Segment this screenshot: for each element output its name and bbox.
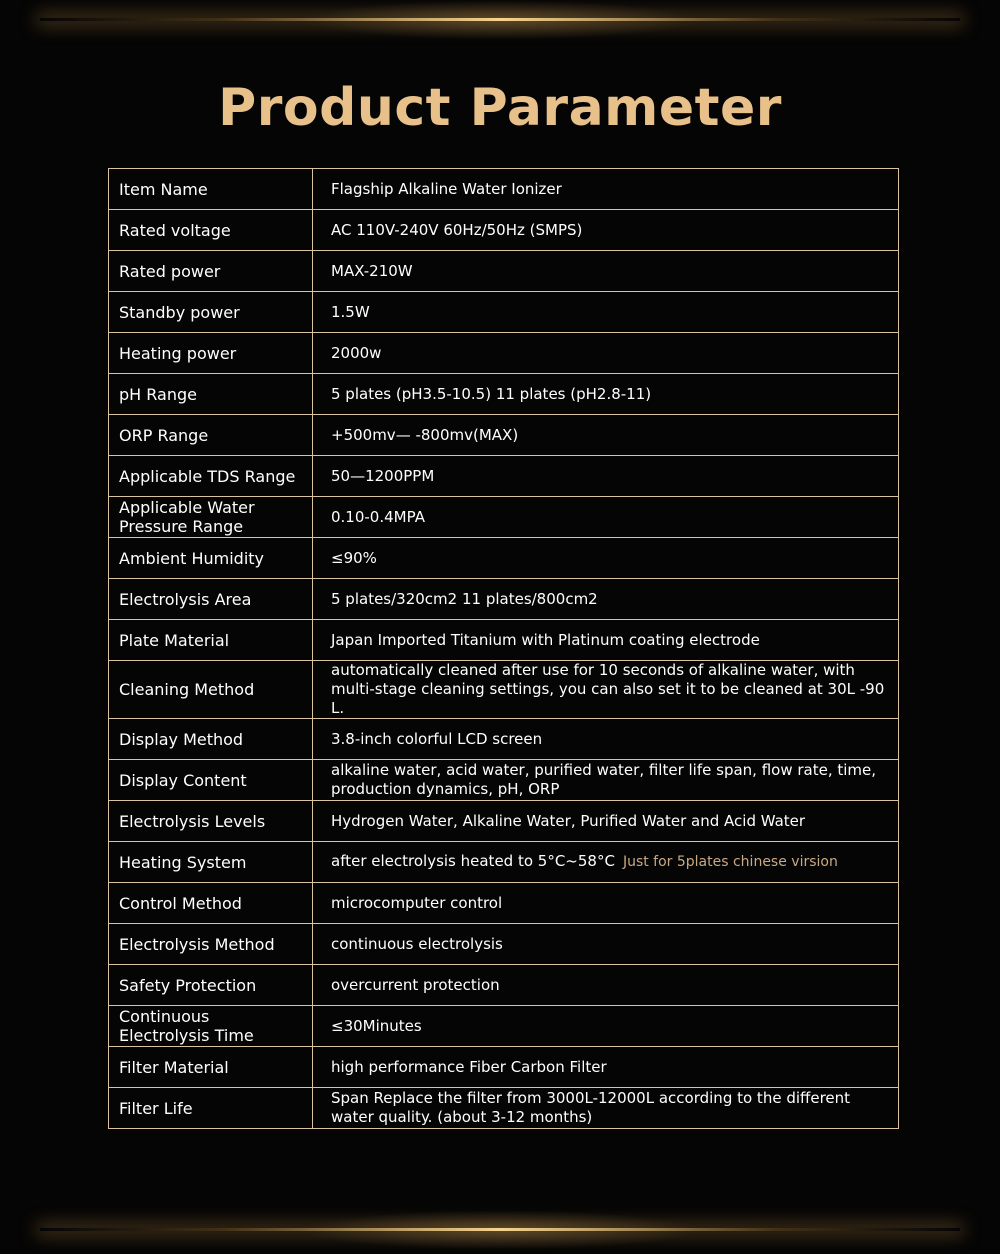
parameter-value-cell (313, 251, 899, 292)
parameter-value-cell (313, 415, 899, 456)
table-row (109, 497, 899, 538)
parameter-value-cell (313, 883, 899, 924)
parameter-value: AC 110V-240V 60Hz/50Hz (SMPS) (331, 220, 583, 239)
parameter-label: pH Range (109, 374, 313, 415)
parameter-value-cell (313, 456, 899, 497)
parameter-value: 3.8-inch colorful LCD screen (331, 729, 543, 748)
table-row (109, 924, 899, 965)
table-row (109, 842, 899, 883)
parameter-label: Display Content (109, 760, 313, 801)
parameter-label: Control Method (109, 883, 313, 924)
parameter-value: +500mv— -800mv(MAX) (331, 425, 519, 444)
parameter-label: Ambient Humidity (109, 538, 313, 579)
table-row (109, 620, 899, 661)
parameter-value: 5 plates (pH3.5-10.5) 11 plates (pH2.8-11) (331, 384, 652, 403)
table-row (109, 374, 899, 415)
parameter-label: Electrolysis Levels (109, 801, 313, 842)
parameter-value-cell (313, 661, 899, 719)
table-row (109, 210, 899, 251)
parameter-label: Electrolysis Method (109, 924, 313, 965)
parameter-value-cell (313, 292, 899, 333)
table-row (109, 1006, 899, 1047)
table-row (109, 333, 899, 374)
parameter-label: Rated voltage (109, 210, 313, 251)
parameter-value: 2000w (331, 343, 382, 362)
parameter-label: Heating power (109, 333, 313, 374)
parameter-value-cell (313, 842, 899, 883)
parameter-value: Hydrogen Water, Alkaline Water, Purified Water and Acid Water (331, 811, 806, 830)
table-row (109, 251, 899, 292)
parameter-label: Applicable TDS Range (109, 456, 313, 497)
parameter-table-body (109, 169, 899, 1129)
parameter-value-cell (313, 760, 899, 801)
parameter-label: Rated power (109, 251, 313, 292)
parameter-value: alkaline water, acid water, purified water, filter life span, flow rate, time, production dynamics, pH, ORP (331, 761, 877, 798)
parameter-value: ≤30Minutes (331, 1016, 422, 1035)
table-row (109, 760, 899, 801)
parameter-value-cell (313, 210, 899, 251)
parameter-value-cell (313, 620, 899, 661)
parameter-label: Plate Material (109, 620, 313, 661)
table-row (109, 965, 899, 1006)
table-row (109, 538, 899, 579)
table-row (109, 169, 899, 210)
parameter-label: Applicable Water Pressure Range (109, 497, 313, 538)
parameter-label: ORP Range (109, 415, 313, 456)
parameter-label: Safety Protection (109, 965, 313, 1006)
parameter-value: overcurrent protection (331, 975, 500, 994)
parameter-value-cell (313, 497, 899, 538)
parameter-value-cell (313, 719, 899, 760)
parameter-value-cell (313, 924, 899, 965)
parameter-value-cell (313, 579, 899, 620)
parameter-value-cell (313, 374, 899, 415)
table-row (109, 719, 899, 760)
parameter-value: Japan Imported Titanium with Platinum coating electrode (331, 630, 760, 649)
parameter-table (108, 168, 899, 1129)
parameter-value-cell (313, 1088, 899, 1129)
top-gold-divider (40, 18, 960, 21)
parameter-label: Cleaning Method (109, 661, 313, 719)
parameter-value: Span Replace the filter from 3000L-12000L according to the different water quality. (about 3-12 months) (331, 1089, 851, 1126)
parameter-label: Electrolysis Area (109, 579, 313, 620)
parameter-value: Flagship Alkaline Water Ionizer (331, 179, 562, 198)
table-row (109, 1047, 899, 1088)
parameter-value: continuous electrolysis (331, 934, 503, 953)
parameter-value: high performance Fiber Carbon Filter (331, 1057, 607, 1076)
parameter-table-container (108, 168, 898, 1129)
table-row (109, 579, 899, 620)
parameter-value-cell (313, 1047, 899, 1088)
table-row (109, 1088, 899, 1129)
table-row (109, 661, 899, 719)
parameter-value-cell (313, 1006, 899, 1047)
parameter-value: after electrolysis heated to 5°C~58°C (331, 852, 615, 870)
table-row (109, 883, 899, 924)
parameter-label: Heating System (109, 842, 313, 883)
parameter-value: ≤90% (331, 548, 377, 567)
parameter-value: microcomputer control (331, 893, 503, 912)
parameter-value: 5 plates/320cm2 11 plates/800cm2 (331, 589, 598, 608)
parameter-value: MAX-210W (331, 261, 413, 280)
parameter-value: automatically cleaned after use for 10 seconds of alkaline water, with multi-stage cleaning settings, you can also set it to be cleaned at 30L -90 L. (331, 661, 885, 717)
table-row (109, 456, 899, 497)
parameter-value: 50—1200PPM (331, 466, 435, 485)
page-title: Product Parameter (218, 78, 782, 138)
parameter-value-cell (313, 965, 899, 1006)
parameter-label: Filter Material (109, 1047, 313, 1088)
parameter-label: Display Method (109, 719, 313, 760)
table-row (109, 415, 899, 456)
parameter-value: 0.10-0.4MPA (331, 507, 425, 526)
parameter-label: Item Name (109, 169, 313, 210)
parameter-note: Just for 5plates chinese virsion (622, 854, 838, 870)
table-row (109, 801, 899, 842)
table-row (109, 292, 899, 333)
parameter-value-cell (313, 169, 899, 210)
parameter-value: 1.5W (331, 302, 370, 321)
parameter-value-cell (313, 801, 899, 842)
parameter-label: Standby power (109, 292, 313, 333)
bottom-gold-divider (40, 1228, 960, 1231)
parameter-label: Continuous Electrolysis Time (109, 1006, 313, 1047)
parameter-label: Filter Life (109, 1088, 313, 1129)
parameter-value-cell (313, 538, 899, 579)
parameter-value-cell (313, 333, 899, 374)
